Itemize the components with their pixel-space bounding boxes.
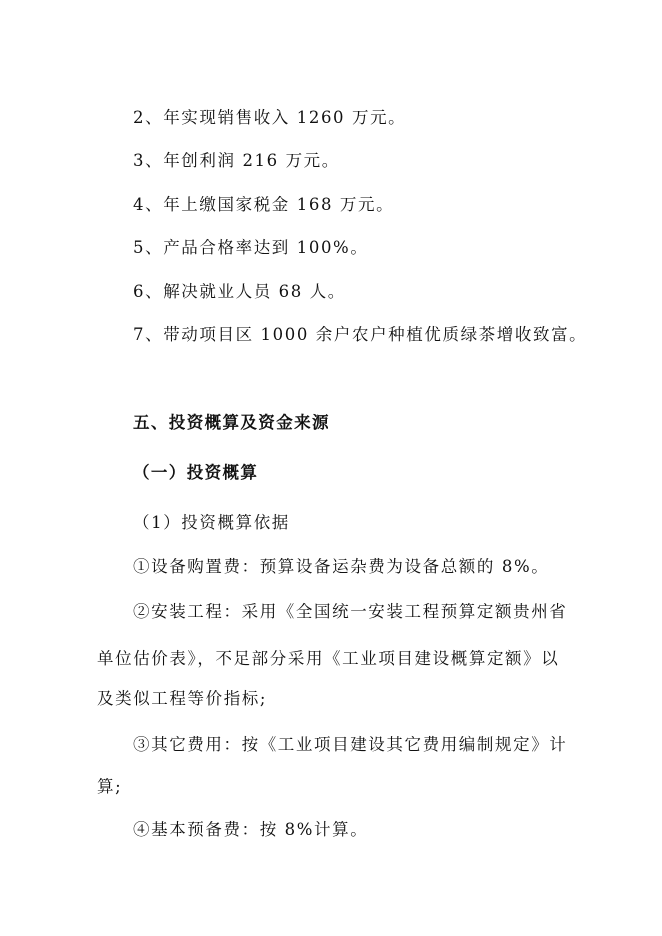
list-item-5: 5、产品合格率达到 100%。 (133, 238, 369, 257)
list-item-2: 2、年实现销售收入 1260 万元。 (133, 108, 407, 127)
basis-item-equipment: ①设备购置费：预算设备运杂费为设备总额的 8%。 (133, 557, 550, 576)
list-item-6: 6、解决就业人员 68 人。 (133, 282, 346, 301)
list-item-7: 7、带动项目区 1000 余户农户种植优质绿茶增收致富。 (133, 325, 588, 344)
list-item-3: 3、年创利润 216 万元。 (133, 151, 340, 170)
basis-heading: （1）投资概算依据 (133, 513, 290, 532)
basis-item-other-costs-cont: 算; (97, 777, 123, 796)
basis-item-installation-cont2: 及类似工程等价指标; (97, 689, 268, 708)
basis-item-other-costs: ③其它费用：按《工业项目建设其它费用编制规定》计 (133, 735, 568, 754)
section-heading: 五、投资概算及资金来源 (133, 413, 330, 432)
basis-item-installation: ②安装工程：采用《全国统一安装工程预算定额贵州省 (133, 602, 568, 621)
basis-item-installation-cont: 单位估价表》，不足部分采用《工业项目建设概算定额》以 (97, 649, 560, 668)
list-item-4: 4、年上缴国家税金 168 万元。 (133, 195, 395, 214)
basis-item-contingency: ④基本预备费：按 8%计算。 (133, 820, 369, 839)
subsection-heading: （一）投资概算 (133, 463, 259, 482)
